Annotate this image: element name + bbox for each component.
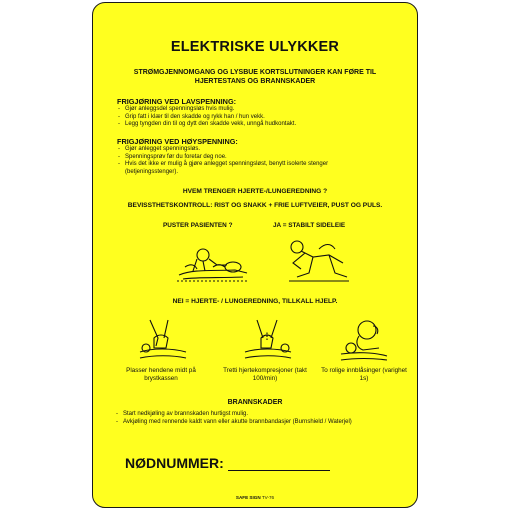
low-voltage-section xyxy=(117,97,407,129)
recovery-position-illustration xyxy=(283,233,353,285)
emergency-number-blank xyxy=(228,458,330,471)
cpr-question: HVEM TRENGER HJERTE-/LUNGEREDNING ? xyxy=(182,188,328,195)
list-item: - Gjør anlegget spenningsløs. xyxy=(117,146,377,154)
product-code: TV-76 xyxy=(261,495,275,500)
cpr-step-2: Tretti hjertekompresjoner (takt 100/min) xyxy=(223,367,307,382)
list-item: - Spenningsprøv før du foretar deg noe. xyxy=(117,154,377,162)
brand-label: SAFE SIGN xyxy=(235,495,261,500)
sign-title: ELEKTRISKE ULYKKER xyxy=(170,39,340,55)
breathing-question: PUSTER PASIENTEN ? xyxy=(163,222,233,229)
low-voltage-list xyxy=(117,106,407,129)
burns-heading: BRANNSKADER xyxy=(227,399,283,406)
high-voltage-section xyxy=(117,137,377,176)
emergency-number-row xyxy=(125,455,330,471)
list-item: - Legg tyngden din til og dytt den skadde vekk, unngå hudkontakt. xyxy=(117,121,407,129)
warning-text: STRØMGJENNOMGANG OG LYSBUE KORTSLUTNINGER KAN FØRE TIL HJERTESTANS OG BRANNSKADER xyxy=(133,69,377,85)
list-item: - Avkjøling med rennende kaldt vann eller akutte brannbandasjer (Burnshield / Waterjel) xyxy=(115,419,415,427)
cpr-step-1: Plasser hendene midt på brystkassen xyxy=(126,367,196,382)
list-item: - Hvis det ikke er mulig å gjøre anlegget spenningsløst, benytt isolerte stenger (betjeningsstenger). xyxy=(117,161,377,176)
emergency-number-label: NØDNUMMER: xyxy=(125,455,224,471)
burns-list xyxy=(115,411,415,426)
list-item: - Grip fatt i klær til den skadde og rykk han / hun vekk. xyxy=(117,114,407,122)
yes-recovery-position: JA = STABILT SIDELEIE xyxy=(273,222,346,229)
list-item: - Gjør anleggsdel spenningsløs hvis mulig. xyxy=(117,106,407,114)
rescue-breath-illustration xyxy=(337,318,389,362)
hand-placement-illustration xyxy=(138,318,188,362)
consciousness-check: BEVISSTHETSKONTROLL: RIST OG SNAKK + FRIE LUFTVEIER, PUST OG PULS. xyxy=(127,202,383,209)
no-cpr-instruction: NEI = HJERTE- / LUNGEREDNING, TILLKALL HJELP. xyxy=(172,298,338,305)
high-voltage-list xyxy=(117,146,377,176)
high-voltage-heading: FRIGJØRING VED HØYSPENNING: xyxy=(117,137,238,146)
footer xyxy=(93,495,417,500)
check-breathing-illustration xyxy=(173,237,253,285)
chest-compression-illustration xyxy=(243,318,293,362)
list-item: - Start nedkjøling av brannskaden hurtigst mulig. xyxy=(115,411,415,419)
cpr-step-3: To rolige innblåsinger (varighet 1s) xyxy=(321,367,407,382)
low-voltage-heading: FRIGJØRING VED LAVSPENNING: xyxy=(117,97,237,106)
safety-sign xyxy=(92,2,418,508)
